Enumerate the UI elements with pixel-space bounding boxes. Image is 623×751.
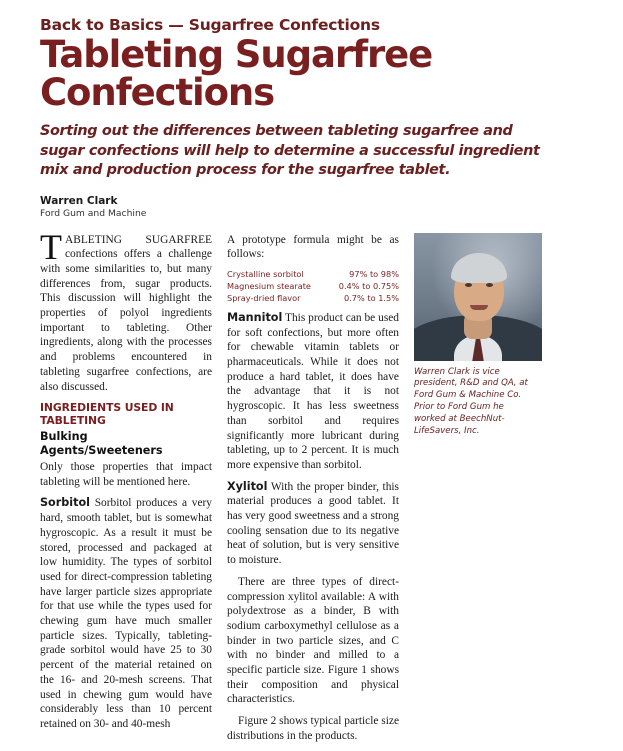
author-name: Warren Clark [40,194,118,207]
column-two [227,233,399,751]
formula-ingredient: Spray-dried flavor [227,292,301,303]
page-left-rule [26,0,29,623]
paragraph-three-types: There are three types of direct-compression xylitol available: A with polydextrose as a binder, B with sodium carboxymethyl cellulose as a binder in two particle sizes, and C with no binder and milled to a specific particle size. Figure 1 shows their composition and physical characteristics. [227,575,399,706]
paragraph-sorbitol-text: Sorbitol produces a very hard, smooth tablet, but is somewhat hygroscopic. As a result it must be stored, processed and packaged at low humidity. The types of sorbitol used for direct-compression tableting have larger particle sizes appropriate for that use while the types used for chewing gum have much smaller particle sizes. Typically, tableting-grade sorbitol would have 25 to 30 percent of the material retained on the 16- and 20-mesh screens. That used in chewing gum would have considerably less than 10 percent retained on 30- and 40-mesh [40,497,212,730]
section-heading-ingredients: INGREDIENTS USED IN TABLETING [40,401,174,428]
formula-amount: 0.4% to 0.75% [338,281,399,292]
runin-xylitol: Xylitol [227,479,268,493]
article-deck: Sorting out the differences between tableting sugarfree and sugar confections will help to determine a successful ingredient mix and production process for the sugarfree tablet. [40,123,540,179]
formula-amount: 0.7% to 1.5% [343,292,399,303]
column-one [40,226,212,739]
paragraph-properties: Only those properties that impact tableting will be mentioned here. [40,461,212,488]
caption-part-2: and [479,378,502,389]
portrait-mouth [470,305,488,310]
photo-caption [414,367,538,438]
table-row [227,292,399,304]
portrait-eye-right [486,283,493,287]
formula-ingredient: Magnesium stearate [227,281,311,292]
column-three-photo [414,233,542,438]
lead-paragraph [40,226,212,395]
page-title [40,33,597,115]
paragraph-sorbitol [40,496,212,731]
table-row [227,269,399,281]
table-row [227,281,399,293]
formula-amount: 97% to 98% [349,269,399,280]
formula-lead-text: A prototype formula might be as follows: [227,233,399,261]
article-columns [40,226,597,751]
paragraph-mannitol-text: This product can be used for soft confections, but more often for chewable vitamin tablets or pharmaceuticals. While it does not produce a hard tablet, it does have the advantage that it is not hygroscopic. It has less sweetness than sorbitol and requires significantly more lubricant during tableting, up to 2 percent. It is much more expensive than sorbitol. [227,311,399,471]
paragraph-xylitol-text: With the proper binder, this material produces a good tablet. It has very good sweetness and a strong cooling sensation due to its negative heat of solution, but is very sensitive to moisture. [227,480,399,567]
lead-text: confections offers a challenge with some similarities to, but many differences from, sugar products. This discussion will highlight the properties of polyol ingredients important to tableting. Other ingredients, along with the processes and problems encountered in tableting sugarfree confections, are also discussed. [40,248,212,393]
headline-line-2: Confections [40,71,275,115]
paragraph-figure-2: Figure 2 shows typical particle size distributions in the products. [227,715,400,742]
lead-smallcaps: ABLETING SUGARFREE [65,233,212,246]
caption-rd: R&D [460,378,480,389]
article-kicker: Back to Basics — Sugarfree Confections [40,16,380,34]
headline-line-1: Tableting Sugarfree [40,33,433,76]
paragraph-mannitol [227,311,399,473]
caption-part-3: , at Ford Gum & Machine Co. Prior to Ford Gum he worked at BeechNut-LifeSavers, Inc. [414,378,528,436]
author-affiliation: Ford Gum and Machine [40,207,147,219]
runin-mannitol: Mannitol [227,310,283,324]
drop-cap: T [40,226,62,267]
formula-table [227,269,399,304]
author-portrait-photo [414,233,542,361]
subsection-heading-bulking-agents: Bulking Agents/Sweeteners [40,430,163,457]
runin-sorbitol: Sorbitol [40,496,90,510]
paragraph-xylitol [227,480,399,568]
portrait-eye-left [465,283,472,287]
caption-qa: QA [501,378,514,389]
formula-ingredient: Crystalline sorbitol [227,269,304,280]
caption-part-1: Warren Clark is vice president, [414,366,500,389]
